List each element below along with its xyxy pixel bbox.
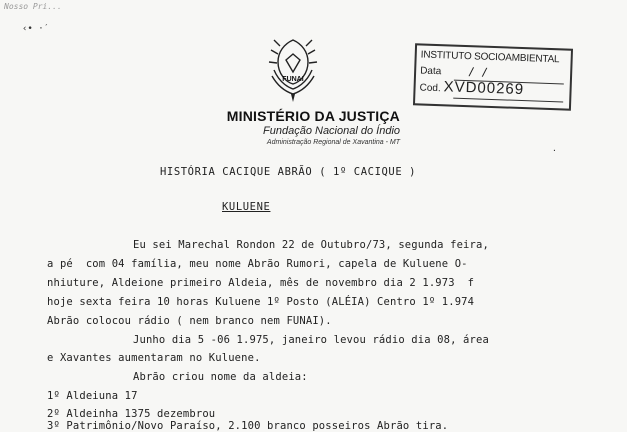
stamp-code-rule [453, 98, 563, 103]
seal-label: FUNAI [282, 76, 304, 83]
body-line: a pé com 04 família, meu nome Abrão Rumori, capela de Kuluene O- [47, 258, 468, 270]
document-title: HISTÓRIA CACIQUE ABRÃO ( 1º CACIQUE ) [160, 166, 417, 178]
stamp-date-row [419, 65, 489, 79]
body-line: hoje sexta feira 10 horas Kuluene 1º Posto (ALÉIA) Centro 1º 1.974 [47, 296, 475, 308]
body-line: 2º Aldeinha 1375 dezembrou [47, 408, 216, 420]
ministry-title: MINISTÉRIO DA JUSTIÇA [226, 108, 400, 124]
stamp-code-label: Cod. [419, 82, 441, 95]
document-subtitle: KULUENE [222, 201, 271, 213]
body-line: e Xavantes aumentaram no Kuluene. [47, 352, 261, 364]
stamp-date-label: Data [419, 65, 442, 78]
body-line: Abrão criou nome da aldeia: [133, 371, 308, 383]
body-line: Eu sei Marechal Rondon 22 de Outubro/73, segunda feira, [133, 239, 489, 251]
stamp-date-value: / / [467, 65, 489, 79]
body-line: 1º Aldeiuna 17 [47, 390, 138, 402]
regional-administration: Administração Regional de Xavantina - MT [266, 139, 400, 146]
stamp-institute-name: INSTITUTO SOCIOAMBIENTAL [420, 49, 560, 66]
body-line: nhiuture, Aldeione primeiro Aldeia, mês de novembro dia 2 1.973 f [47, 277, 475, 289]
body-line: 3º Patrimônio/Novo Paraíso, 2.100 branco posseiros Abrão tira. [47, 420, 449, 432]
body-line: Junho dia 5 -06 1.975, janeiro levou rádio dia 08, área [133, 334, 489, 346]
body-line: Abrão colocou rádio ( nem branco nem FUNAI). [47, 315, 332, 327]
speck: · [552, 146, 557, 155]
stamp-code-row [419, 78, 525, 99]
handwritten-scribble: ‹• ·ˊ [22, 24, 50, 34]
corner-mark: Nosso Pri... [4, 2, 62, 11]
letterhead [200, 108, 400, 146]
stamp-code-value: XVD00269 [443, 78, 525, 99]
institute-stamp [413, 43, 573, 110]
funai-seal-icon [266, 36, 320, 106]
foundation-name: Fundação Nacional do Índio [263, 125, 400, 137]
